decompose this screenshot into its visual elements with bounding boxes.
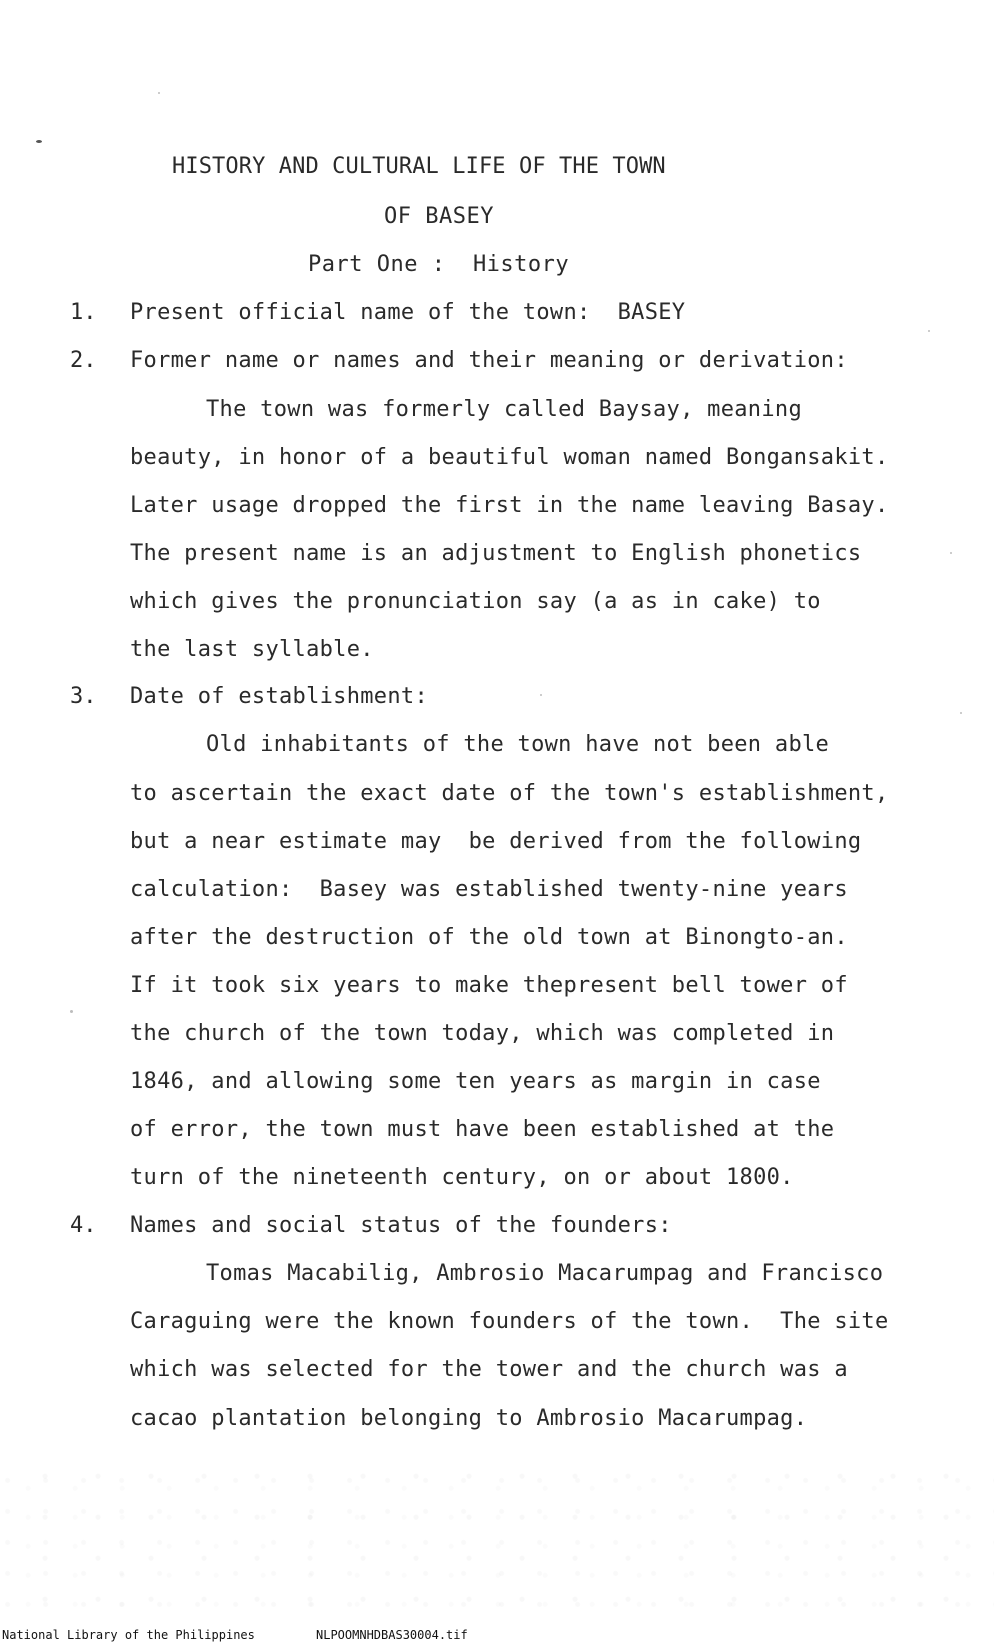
item-2-line-5: The present name is an adjustment to English phonetics	[130, 541, 862, 566]
item-3-line-2: Old inhabitants of the town have not been able	[206, 732, 830, 757]
item-2-line-4: Later usage dropped the first in the name leaving Basay.	[130, 493, 889, 518]
footer-filename: NLPOOMNHDBAS30004.tif	[316, 1628, 468, 1642]
item-3-line-11: turn of the nineteenth century, on or about 1800.	[130, 1165, 794, 1190]
document-title-line2: OF BASEY	[384, 204, 494, 229]
item-2-line-6: which gives the pronunciation say (a as in cake) to	[130, 589, 821, 614]
scan-speck	[928, 330, 930, 332]
item-4-line-3: Caraguing were the known founders of the town. The site	[130, 1309, 889, 1334]
scan-speck	[960, 712, 962, 714]
item-2-line-2: The town was formerly called Baysay, meaning	[206, 397, 802, 422]
item-3-line-4: but a near estimate may be derived from the following	[130, 829, 862, 854]
scan-speck	[950, 552, 952, 554]
scan-speck	[158, 92, 160, 94]
item-3-heading: Date of establishment:	[130, 684, 428, 709]
item-2-line-3: beauty, in honor of a beautiful woman named Bongansakit.	[130, 445, 889, 470]
item-3-line-5: calculation: Basey was established twenty-nine years	[130, 877, 848, 902]
item-1-line-1: Present official name of the town: BASEY	[130, 300, 686, 325]
item-3-line-7: If it took six years to make thepresent bell tower of	[130, 973, 848, 998]
item-3-line-6: after the destruction of the old town at Binongto-an.	[130, 925, 848, 950]
item-2-line-7: the last syllable.	[130, 637, 374, 662]
item-number-3: 3.	[70, 684, 97, 709]
item-number-1: 1.	[70, 300, 97, 325]
document-title-line1: HISTORY AND CULTURAL LIFE OF THE TOWN	[172, 154, 666, 179]
item-4-heading: Names and social status of the founders:	[130, 1213, 672, 1238]
item-3-line-8: the church of the town today, which was completed in	[130, 1021, 835, 1046]
item-number-4: 4.	[70, 1213, 97, 1238]
scan-speck	[540, 694, 542, 696]
item-3-line-3: to ascertain the exact date of the town's establishment,	[130, 781, 889, 806]
item-4-line-5: cacao plantation belonging to Ambrosio Macarumpag.	[130, 1406, 808, 1431]
item-3-line-9: 1846, and allowing some ten years as margin in case	[130, 1069, 821, 1094]
item-3-line-10: of error, the town must have been established at the	[130, 1117, 835, 1142]
scan-noise	[0, 1468, 994, 1618]
item-4-line-2: Tomas Macabilig, Ambrosio Macarumpag and Francisco	[206, 1261, 884, 1286]
item-number-2: 2.	[70, 348, 97, 373]
document-subtitle: Part One : History	[308, 252, 570, 277]
item-4-line-4: which was selected for the tower and the church was a	[130, 1357, 848, 1382]
scan-speck	[36, 140, 42, 143]
item-2-heading: Former name or names and their meaning or derivation:	[130, 348, 848, 373]
footer-institution: National Library of the Philippines	[2, 1628, 255, 1642]
scan-speck	[70, 1010, 73, 1013]
